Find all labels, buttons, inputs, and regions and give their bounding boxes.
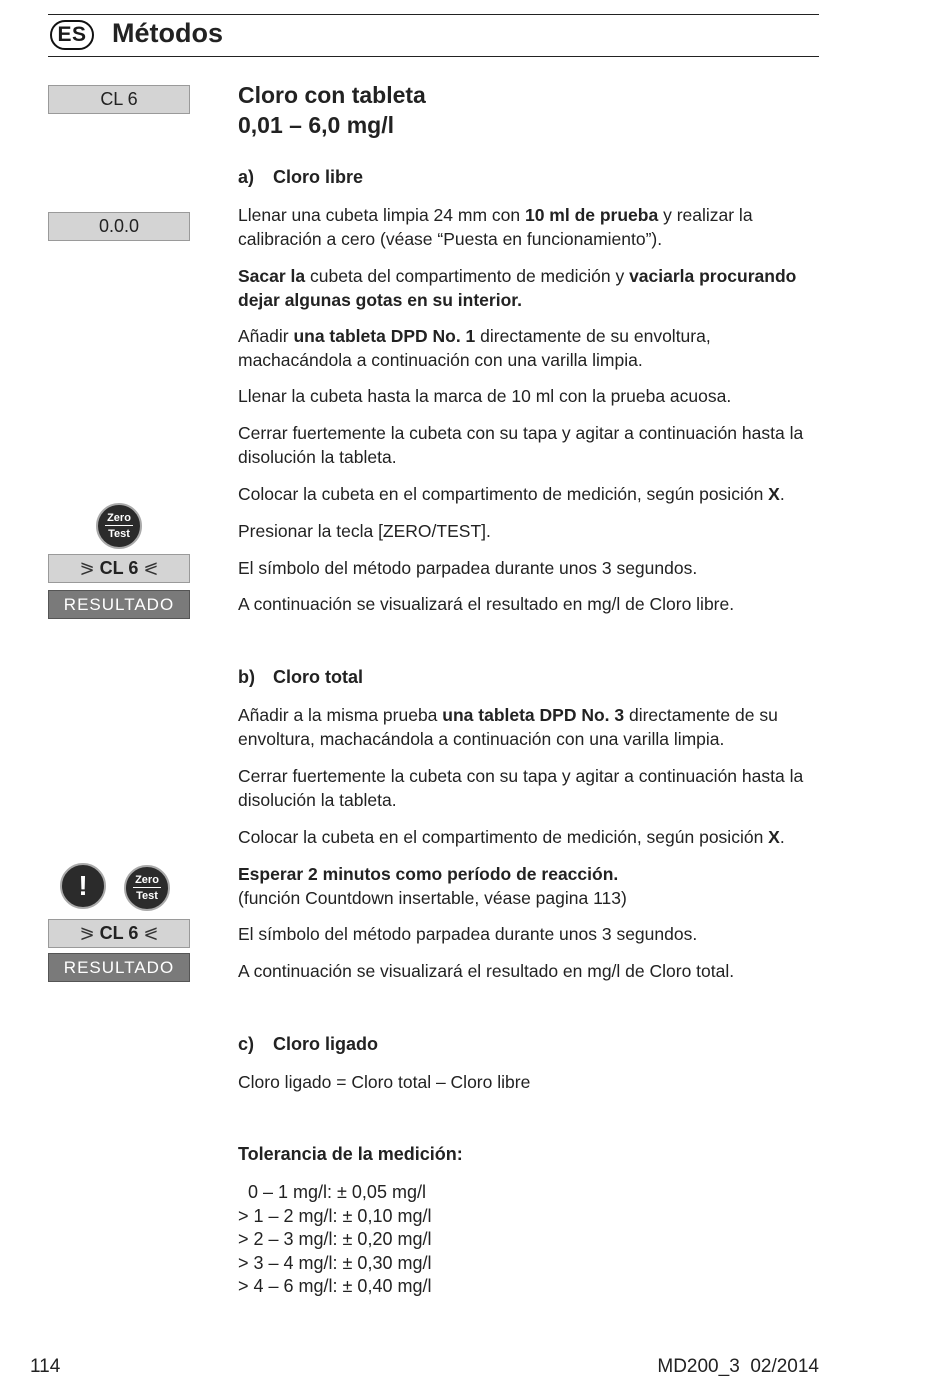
flash-method-text: CL 6	[99, 558, 139, 578]
zero-test-key-icon: Zero Test	[124, 865, 170, 911]
language-badge: ES	[50, 20, 94, 50]
section-b-step-1: Añadir a la misma prueba una tableta DPD No. 3 directamente de su envoltura, machacándola a continuación con una varilla limpia.	[238, 705, 778, 749]
section-b-step-6: A continuación se visualizará el resultado en mg/l de Cloro total.	[238, 961, 735, 981]
position-mark-icon: X	[768, 827, 780, 847]
flash-right-icon: ⪕	[143, 558, 159, 578]
tolerance-row: > 1 – 2 mg/l: ± 0,10 mg/l	[238, 1205, 432, 1226]
tolerance-row: > 2 – 3 mg/l: ± 0,20 mg/l	[238, 1229, 432, 1249]
tolerance-heading: Tolerancia de la medición:	[238, 1144, 463, 1164]
result-display: RESULTADO	[48, 953, 190, 982]
flash-left-icon: ⪖	[79, 923, 95, 943]
section-b-step-3: Colocar la cubeta en el compartimento de medición, según posición X.	[238, 827, 785, 847]
section-a-heading: a) Cloro libre	[238, 167, 364, 187]
tolerance-row: > 3 – 4 mg/l: ± 0,30 mg/l	[238, 1252, 432, 1273]
section-a-step-4: Llenar la cubeta hasta la marca de 10 ml con la prueba acuosa.	[238, 386, 732, 406]
page-number: 114	[30, 1356, 61, 1377]
section-b-step-5: El símbolo del método parpadea durante unos 3 segundos.	[238, 924, 698, 944]
flashing-method-display	[48, 919, 190, 948]
section-a-step-1: Llenar una cubeta limpia 24 mm con 10 ml de prueba y realizar la calibración a cero (véase “Puesta en funcionamiento”).	[238, 205, 753, 249]
page-title: Métodos	[112, 18, 223, 48]
flash-left-icon: ⪖	[79, 558, 95, 578]
section-a-step-6: Colocar la cubeta en el compartimento de medición, según posición X.	[238, 484, 785, 504]
result-display: RESULTADO	[48, 590, 190, 619]
tolerance-row: > 4 – 6 mg/l: ± 0,40 mg/l	[238, 1276, 432, 1296]
section-a-step-8: El símbolo del método parpadea durante unos 3 segundos.	[238, 558, 698, 578]
section-a-step-3: Añadir una tableta DPD No. 1 directamente de su envoltura, machacándola a continuación con una varilla limpia.	[238, 326, 711, 370]
flash-method-text: CL 6	[99, 923, 139, 943]
section-a-step-7: Presionar la tecla [ZERO/TEST].	[238, 521, 491, 541]
position-mark-icon: X	[768, 484, 780, 504]
method-code-display: CL 6	[48, 85, 190, 114]
header-top-rule	[48, 14, 819, 15]
warning-icon: !	[60, 863, 106, 909]
zero-display: 0.0.0	[48, 212, 190, 241]
document-reference: MD200_3 02/2014	[657, 1356, 819, 1377]
section-a-step-5: Cerrar fuertemente la cubeta con su tapa y agitar a continuación hasta la disolución la tableta.	[238, 423, 804, 467]
section-c-heading: c) Cloro ligado	[238, 1034, 378, 1054]
header-bottom-rule	[48, 56, 819, 57]
tolerance-list	[238, 1181, 431, 1299]
flashing-method-display	[48, 554, 190, 583]
section-a-step-9: A continuación se visualizará el resultado en mg/l de Cloro libre.	[238, 594, 735, 614]
section-b-step-2: Cerrar fuertemente la cubeta con su tapa y agitar a continuación hasta la disolución la tableta.	[238, 766, 804, 810]
method-range: 0,01 – 6,0 mg/l	[238, 112, 394, 138]
section-a-step-2: Sacar la cubeta del compartimento de medición y vaciarla procurando dejar algunas gotas en su interior.	[238, 266, 797, 310]
section-c-formula: Cloro ligado = Cloro total – Cloro libre	[238, 1072, 531, 1092]
flash-right-icon: ⪕	[143, 923, 159, 943]
section-b-heading: b) Cloro total	[238, 667, 363, 687]
section-b-step-4: Esperar 2 minutos como período de reacción. (función Countdown insertable, véase pagina 113)	[238, 864, 627, 908]
zero-test-key-icon: Zero Test	[96, 503, 142, 549]
tolerance-row: 0 – 1 mg/l: ± 0,05 mg/l	[238, 1182, 426, 1202]
method-title: Cloro con tableta	[238, 82, 426, 108]
